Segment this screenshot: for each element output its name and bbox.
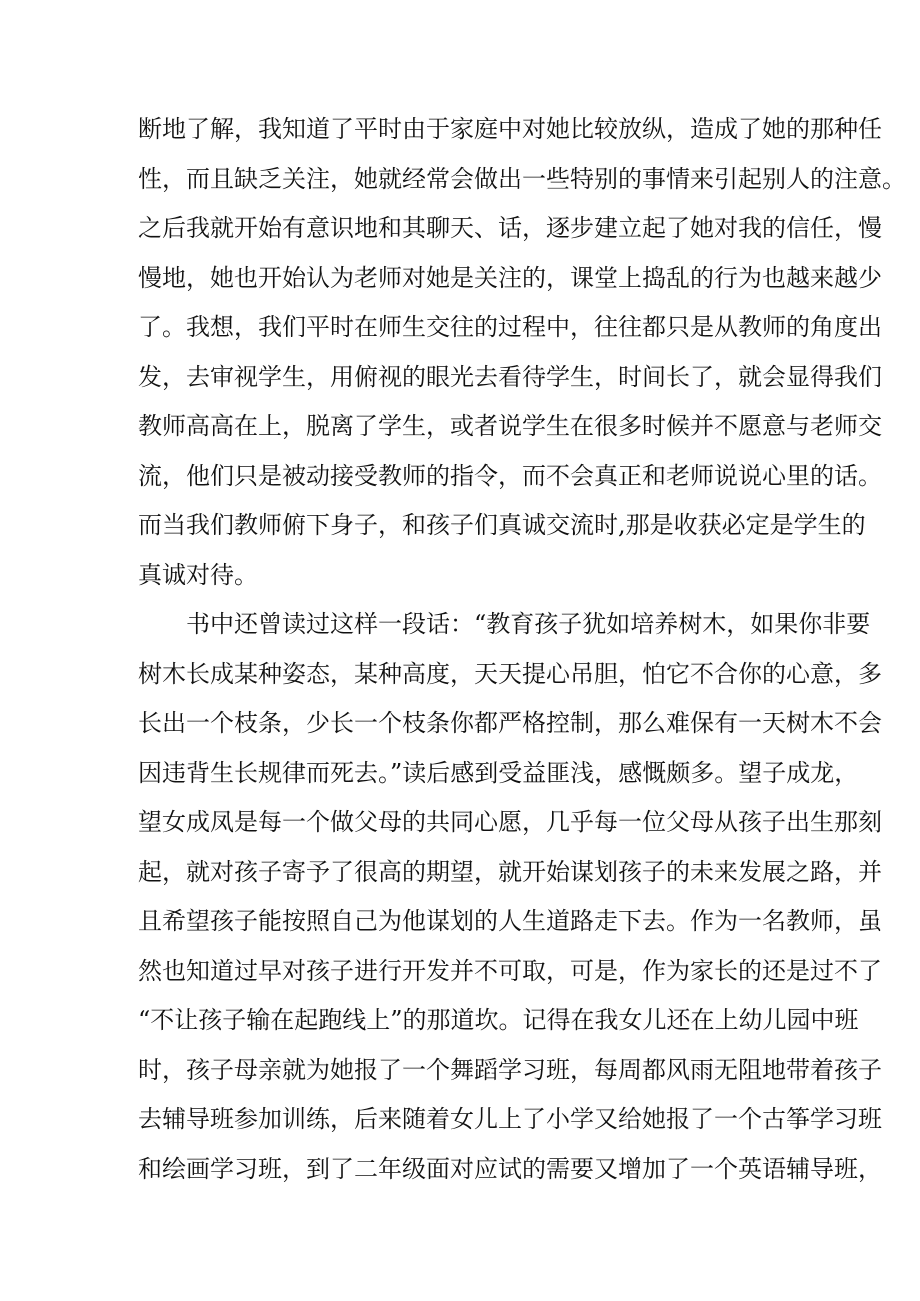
text-line: 长出一个枝条，少长一个枝条你都严格控制，那么难保有一天树木不会: [138, 709, 882, 737]
text-line: 书中还曾读过这样一段话：“教育孩子犹如培养树木，如果你非要: [186, 610, 871, 638]
text-line: 而当我们教师俯下身子，和孩子们真诚交流时,那是收获必定是学生的: [138, 511, 866, 539]
text-line: 去辅导班参加训练，后来随着女儿上了小学又给她报了一个古筝学习班: [138, 1105, 882, 1133]
text-line: 和绘画学习班，到了二年级面对应试的需要又增加了一个英语辅导班，: [138, 1155, 882, 1183]
text-line: 望女成凤是每一个做父母的共同心愿，几乎每一位父母从孩子出生那刻: [138, 808, 882, 836]
text-line: 慢地，她也开始认为老师对她是关注的，课堂上捣乱的行为也越来越少: [138, 264, 882, 292]
text-line: 之后我就开始有意识地和其聊天、话，逐步建立起了她对我的信任，慢: [138, 214, 882, 242]
text-line: 了。我想，我们平时在师生交往的过程中，往往都只是从教师的角度出: [138, 313, 882, 341]
text-line: 发，去审视学生，用俯视的眼光去看待学生，时间长了，就会显得我们: [138, 363, 882, 391]
text-line: 树木长成某种姿态，某种高度，天天提心吊胆，怕它不合你的心意，多: [138, 660, 882, 688]
text-line: 然也知道过早对孩子进行开发并不可取，可是，作为家长的还是过不了: [138, 957, 882, 985]
text-line: 流，他们只是被动接受教师的指令，而不会真正和老师说说心里的话。: [138, 462, 882, 490]
text-line: 断地了解，我知道了平时由于家庭中对她比较放纵，造成了她的那种任: [138, 115, 882, 143]
text-line: 真诚对待。: [138, 561, 258, 589]
text-line: 教师高高在上，脱离了学生，或者说学生在很多时候并不愿意与老师交: [138, 412, 882, 440]
text-line: “不让孩子输在起跑线上”的那道坎。记得在我女儿还在上幼儿园中班: [138, 1006, 859, 1034]
text-line: 因违背生长规律而死去。”读后感到受益匪浅，感慨颇多。望子成龙，: [138, 759, 859, 787]
text-line: 时，孩子母亲就为她报了一个舞蹈学习班，每周都风雨无阻地带着孩子: [138, 1056, 882, 1084]
text-line: 且希望孩子能按照自己为他谋划的人生道路走下去。作为一名教师，虽: [138, 907, 882, 935]
text-line: 性，而且缺乏关注，她就经常会做出一些特别的事情来引起别人的注意。: [138, 165, 906, 193]
text-line: 起，就对孩子寄予了很高的期望，就开始谋划孩子的未来发展之路，并: [138, 858, 882, 886]
